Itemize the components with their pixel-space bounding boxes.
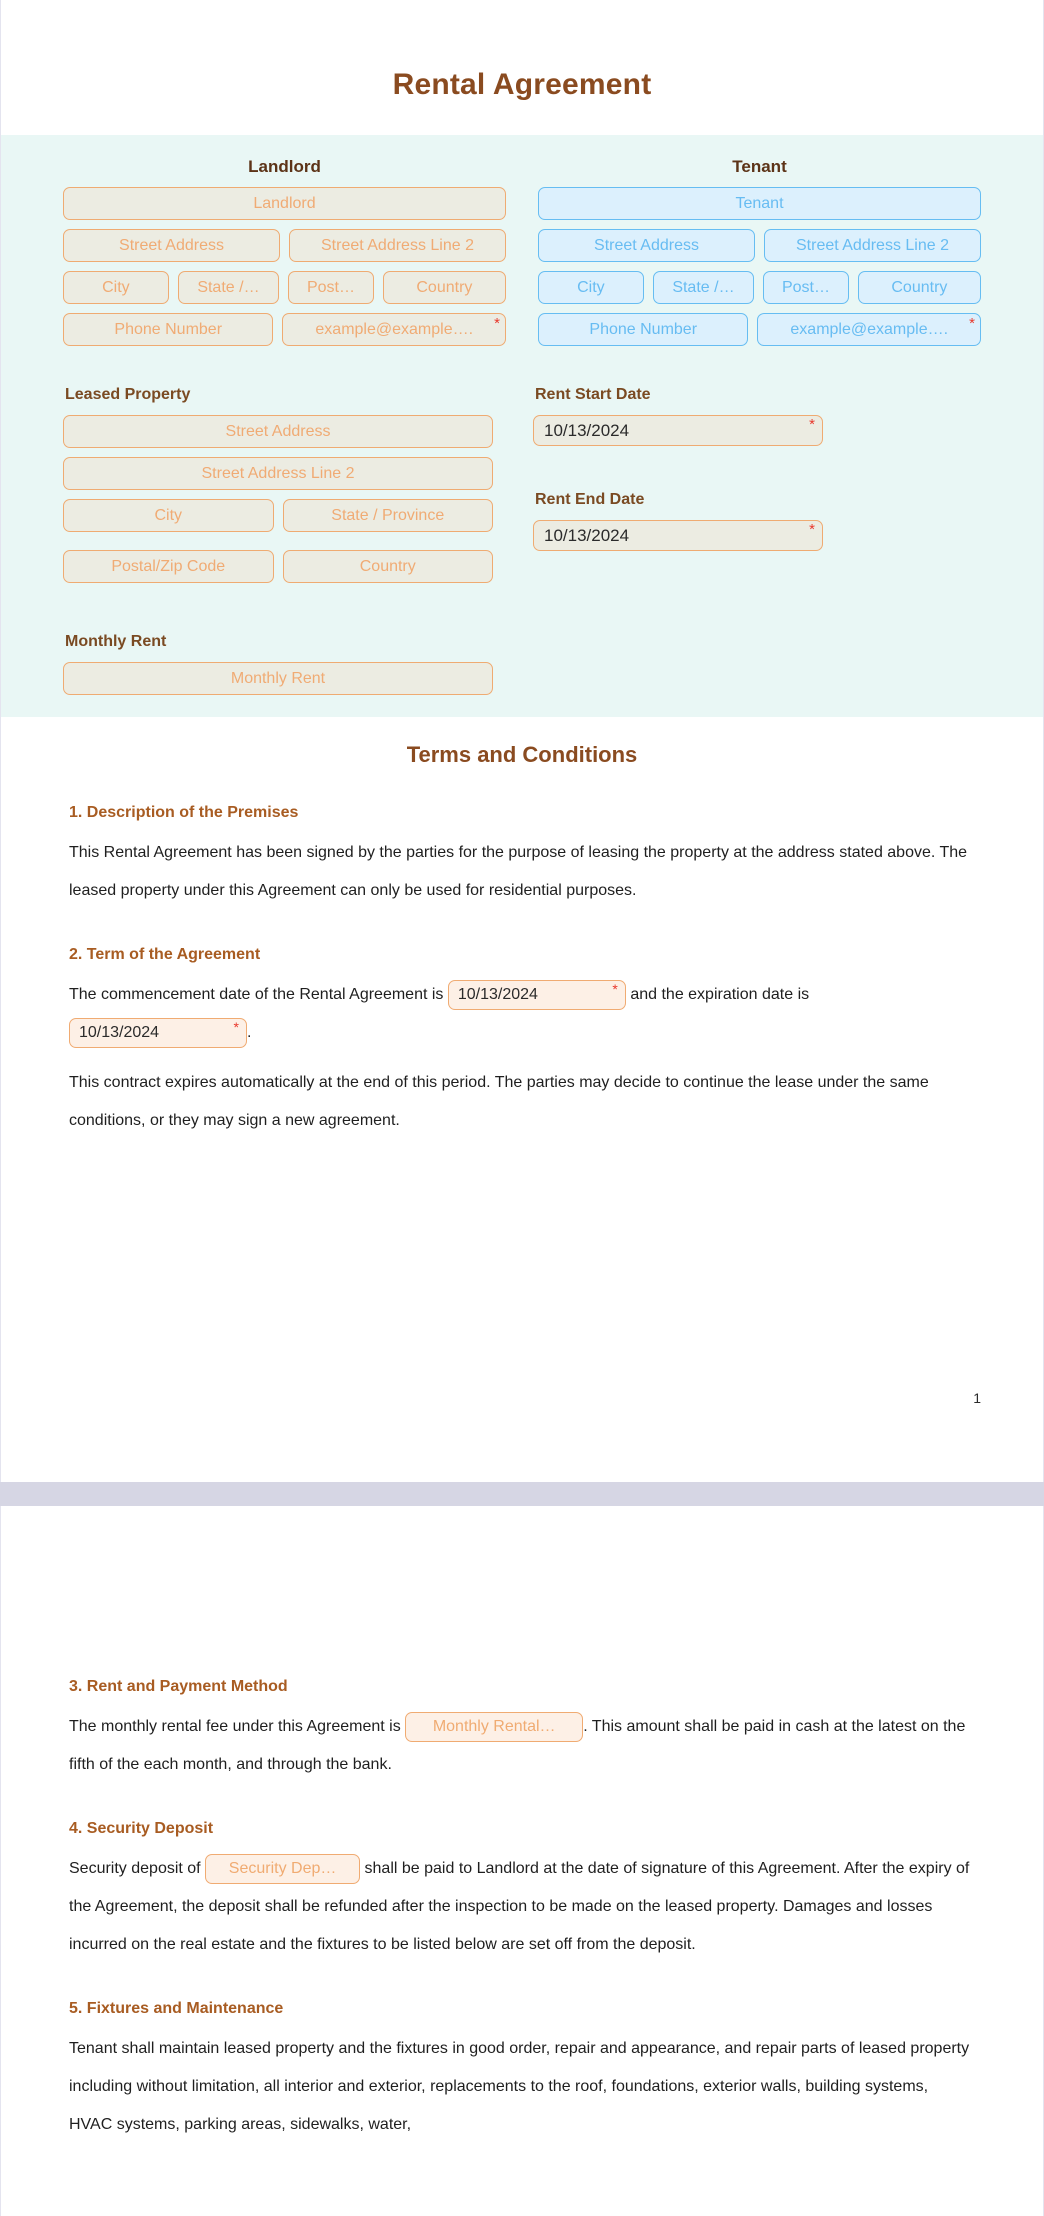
tenant-country-input[interactable]: Country (858, 271, 981, 304)
landlord-phone-input[interactable]: Phone Number (63, 313, 273, 346)
rent-end-date-value: 10/13/2024 (544, 526, 630, 545)
landlord-city-input[interactable]: City (63, 271, 169, 304)
tenant-locality-row (538, 271, 981, 304)
rent-start-date-value: 10/13/2024 (544, 421, 630, 440)
form-panel (1, 135, 1043, 717)
section-5-body: Tenant shall maintain leased property and the fixtures in good order, repair and appearance, and repair parts of leased property including without limitation, all interior and exterior, replacements to the roof, foundations, exterior walls, building systems, HVAC systems, parking areas, sidewalks, water, (69, 2040, 970, 2133)
property-dates-row (1, 346, 1043, 601)
page-number: 1 (973, 1390, 981, 1406)
terms-title: Terms and Conditions (406, 742, 638, 767)
leased-property-fields (63, 415, 493, 592)
landlord-column (63, 157, 506, 346)
landlord-contact-row (63, 313, 506, 346)
expiration-required-star: * (233, 1018, 239, 1035)
property-city-input[interactable]: City (63, 499, 274, 532)
parties-row (1, 135, 1043, 346)
section-2-body (69, 976, 975, 1052)
monthly-rental-inline-input[interactable]: Monthly Rental… (405, 1712, 583, 1742)
landlord-heading: Landlord (248, 157, 321, 176)
section-4-text-a: Security deposit of (69, 1860, 201, 1877)
landlord-email-required-star: * (494, 315, 500, 332)
commencement-date-input[interactable] (448, 980, 626, 1010)
section-2-heading: 2. Term of the Agreement (69, 946, 261, 963)
section-1-heading: 1. Description of the Premises (69, 804, 299, 821)
commencement-required-star: * (612, 980, 618, 997)
terms-body (1, 804, 1043, 1140)
landlord-email-input[interactable] (282, 313, 506, 346)
rent-end-label: Rent End Date (535, 491, 645, 508)
terms-body-page-2 (1, 1678, 1043, 2144)
monthly-rent-input[interactable]: Monthly Rent (63, 662, 493, 695)
tenant-city-input[interactable]: City (538, 271, 644, 304)
landlord-street-input[interactable]: Street Address (63, 229, 280, 262)
landlord-street2-input[interactable]: Street Address Line 2 (289, 229, 506, 262)
tenant-email-placeholder: example@example…. (790, 321, 949, 338)
section-2-text-c: . (247, 1024, 252, 1041)
landlord-email-placeholder: example@example…. (315, 321, 474, 338)
tenant-street-input[interactable]: Street Address (538, 229, 755, 262)
section-3-text-a: The monthly rental fee under this Agreement is (69, 1718, 401, 1735)
section-4-text-b: shall be paid to Landlord at the date of signature of this Agreement. After the expiry of the Agreement, the deposit shall be refunded after the inspection to be made on the leased property. Damages and losses incurred on the real estate and the fixtures to be listed below are set off from the deposit. (69, 1860, 970, 1953)
rent-end-date-input[interactable] (533, 520, 823, 551)
section-4-heading: 4. Security Deposit (69, 1820, 214, 1837)
property-street2-input[interactable]: Street Address Line 2 (63, 457, 493, 490)
rent-dates-block (533, 386, 981, 601)
rent-end-required-star: * (809, 521, 815, 538)
property-postal-input[interactable]: Postal/Zip Code (63, 550, 274, 583)
tenant-phone-input[interactable]: Phone Number (538, 313, 748, 346)
expiration-date-input[interactable] (69, 1018, 247, 1048)
landlord-locality-row (63, 271, 506, 304)
tenant-name-input[interactable]: Tenant (538, 187, 981, 220)
monthly-rent-label: Monthly Rent (65, 633, 167, 650)
property-state-input[interactable]: State / Province (283, 499, 494, 532)
property-street-input[interactable]: Street Address (63, 415, 493, 448)
section-2-text-a: The commencement date of the Rental Agreement is (69, 986, 444, 1003)
tenant-email-required-star: * (969, 315, 975, 332)
section-2-text-b: and the expiration date is (630, 986, 810, 1003)
date-spacer (533, 446, 981, 491)
tenant-column (538, 157, 981, 346)
security-deposit-inline-input[interactable]: Security Dep… (205, 1854, 360, 1884)
landlord-state-input[interactable]: State /… (178, 271, 279, 304)
section-5-heading: 5. Fixtures and Maintenance (69, 2000, 284, 2017)
section-3-heading: 3. Rent and Payment Method (69, 1678, 288, 1695)
leased-property-label: Leased Property (65, 386, 191, 403)
tenant-contact-row (538, 313, 981, 346)
tenant-street-row (538, 229, 981, 262)
tenant-street2-input[interactable]: Street Address Line 2 (764, 229, 981, 262)
page-title: Rental Agreement (392, 68, 652, 101)
property-city-state-row (63, 499, 493, 541)
rent-start-label: Rent Start Date (535, 386, 651, 403)
commencement-date-value: 10/13/2024 (457, 985, 538, 1003)
landlord-name-input[interactable]: Landlord (63, 187, 506, 220)
document-page-2 (0, 1506, 1044, 2216)
landlord-street-row (63, 229, 506, 262)
monthly-rent-block (1, 601, 1043, 695)
section-2-body-2: This contract expires automatically at the end of this period. The parties may decide to continue the lease under the same conditions, or they may sign a new agreement. (69, 1074, 929, 1129)
section-1-body: This Rental Agreement has been signed by the parties for the purpose of leasing the property at the address stated above. The leased property under this Agreement can only be used for residential purposes. (69, 844, 968, 899)
expiration-date-value: 10/13/2024 (79, 1023, 160, 1041)
rent-start-required-star: * (809, 416, 815, 433)
property-postal-country-row (63, 550, 493, 592)
tenant-heading: Tenant (732, 157, 787, 176)
landlord-country-input[interactable]: Country (383, 271, 506, 304)
tenant-state-input[interactable]: State /… (653, 271, 754, 304)
section-4-body (69, 1850, 975, 1964)
section-3-body (69, 1708, 975, 1784)
landlord-postal-input[interactable]: Post… (288, 271, 374, 304)
page-break-gap (0, 1482, 1044, 1506)
page-2-top-margin (1, 1506, 1043, 1678)
rent-start-date-input[interactable] (533, 415, 823, 446)
leased-property-block (63, 386, 493, 601)
tenant-email-input[interactable] (757, 313, 981, 346)
section-3-text-b: . This amount shall be paid in cash at the latest on the fifth of the each month, and through the bank. (69, 1718, 966, 1773)
property-country-input[interactable]: Country (283, 550, 494, 583)
tenant-postal-input[interactable]: Post… (763, 271, 849, 304)
